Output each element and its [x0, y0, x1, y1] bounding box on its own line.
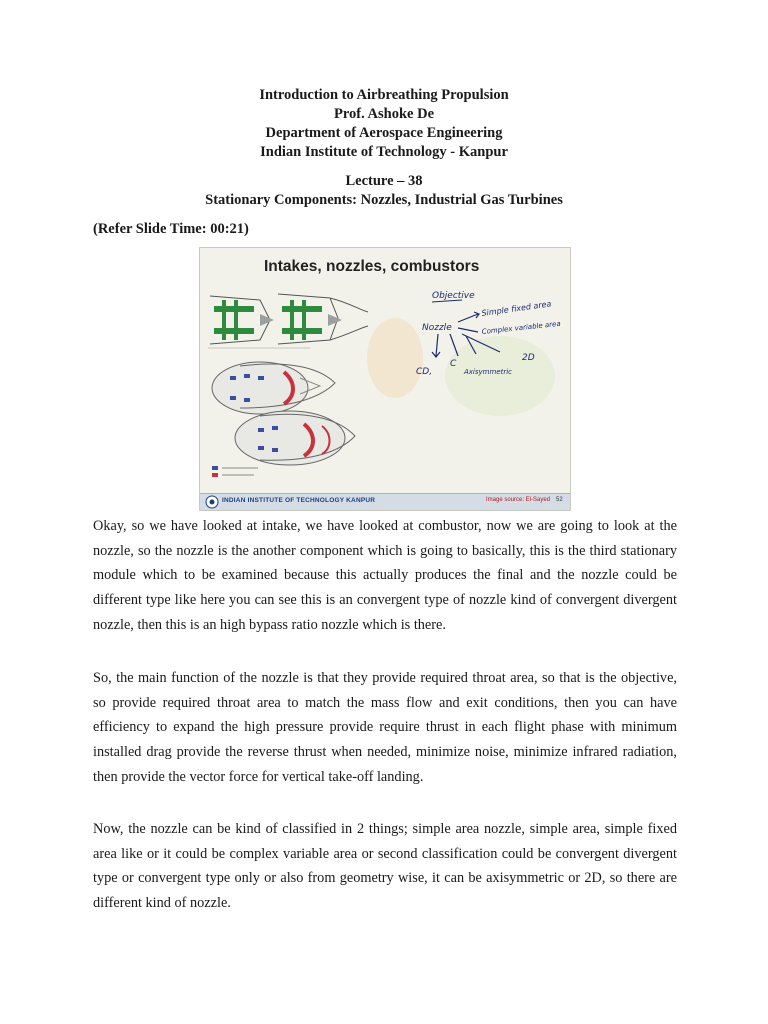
paragraph-2	[93, 666, 677, 790]
mixed-exhaust-nozzle-diagram	[235, 411, 355, 465]
paragraph-3	[93, 817, 677, 916]
slide-page-number: 52	[556, 497, 563, 503]
handwriting-2d: 2D	[522, 353, 535, 363]
institute-name: Indian Institute of Technology - Kanpur	[260, 144, 508, 160]
slide-footer-source: Image source: El-Sayed	[486, 497, 551, 503]
convergent-nozzle-diagram	[210, 296, 274, 344]
handwriting-objective: Objective	[432, 291, 475, 301]
handwriting-cd: CD,	[416, 367, 433, 377]
slide-title: Intakes, nozzles, combustors	[264, 258, 480, 275]
course-title: Introduction to Airbreathing Propulsion	[259, 87, 509, 103]
lecture-heading	[0, 172, 768, 210]
iit-logo-icon	[205, 495, 219, 509]
paragraph-1	[93, 514, 677, 638]
paragraph-text: Now, the nozzle can be kind of classified in 2 things; simple area nozzle, simple area, simple fixed area like or it could be complex variable area or second classification could be convergent divergent type or convergent type only or also from geometry wise, it can be axisymmetric or 2D, so there are different kind of nozzle.	[93, 821, 677, 912]
lecture-slide	[199, 247, 571, 511]
lecture-number: Lecture – 38	[345, 173, 423, 189]
handwriting-simple-area: Simple fixed area	[481, 299, 552, 318]
document-header	[0, 86, 768, 162]
slide-illustration	[200, 248, 570, 510]
paragraph-text: Okay, so we have looked at intake, we have looked at combustor, now we are going to look at the nozzle, so the nozzle is the another component which is going to basically, this is the third stationary module which to be examined because this actually produces the final and the nozzle could be different type like here you can see this is an convergent type of nozzle kind of convergent divergent nozzle, then this is an high bypass ratio nozzle which is there.	[93, 518, 677, 633]
handwriting-complex-area: Complex variable area	[481, 319, 562, 336]
handwriting-nozzle: Nozzle	[422, 323, 452, 333]
professor-name: Prof. Ashoke De	[333, 106, 435, 122]
convergent-divergent-nozzle-diagram	[278, 294, 368, 344]
high-bypass-nozzle-diagram	[212, 362, 335, 414]
department-name: Department of Aerospace Engineering	[265, 125, 503, 141]
slide-footer	[200, 493, 570, 510]
lecture-title: Stationary Components: Nozzles, Industrial Gas Turbines	[205, 192, 563, 208]
refer-slide-time: (Refer Slide Time: 00:21)	[93, 221, 249, 237]
handwriting-axisymmetric: Axisymmetric	[464, 368, 513, 376]
slide-footer-institute: INDIAN INSTITUTE OF TECHNOLOGY KANPUR	[222, 497, 376, 504]
handwriting-c: C	[450, 359, 457, 369]
paragraph-text: So, the main function of the nozzle is that they provide required throat area, so that is the objective, so provide required throat area to match the mass flow and exit conditions, then you can have efficiency to expand the high pressure provide require thrust in each flight phase with minimum installed drag provide the reverse thrust when needed, minimize noise, minimize infrared radiation, then provide the vector force for vertical take-off landing.	[93, 670, 677, 785]
